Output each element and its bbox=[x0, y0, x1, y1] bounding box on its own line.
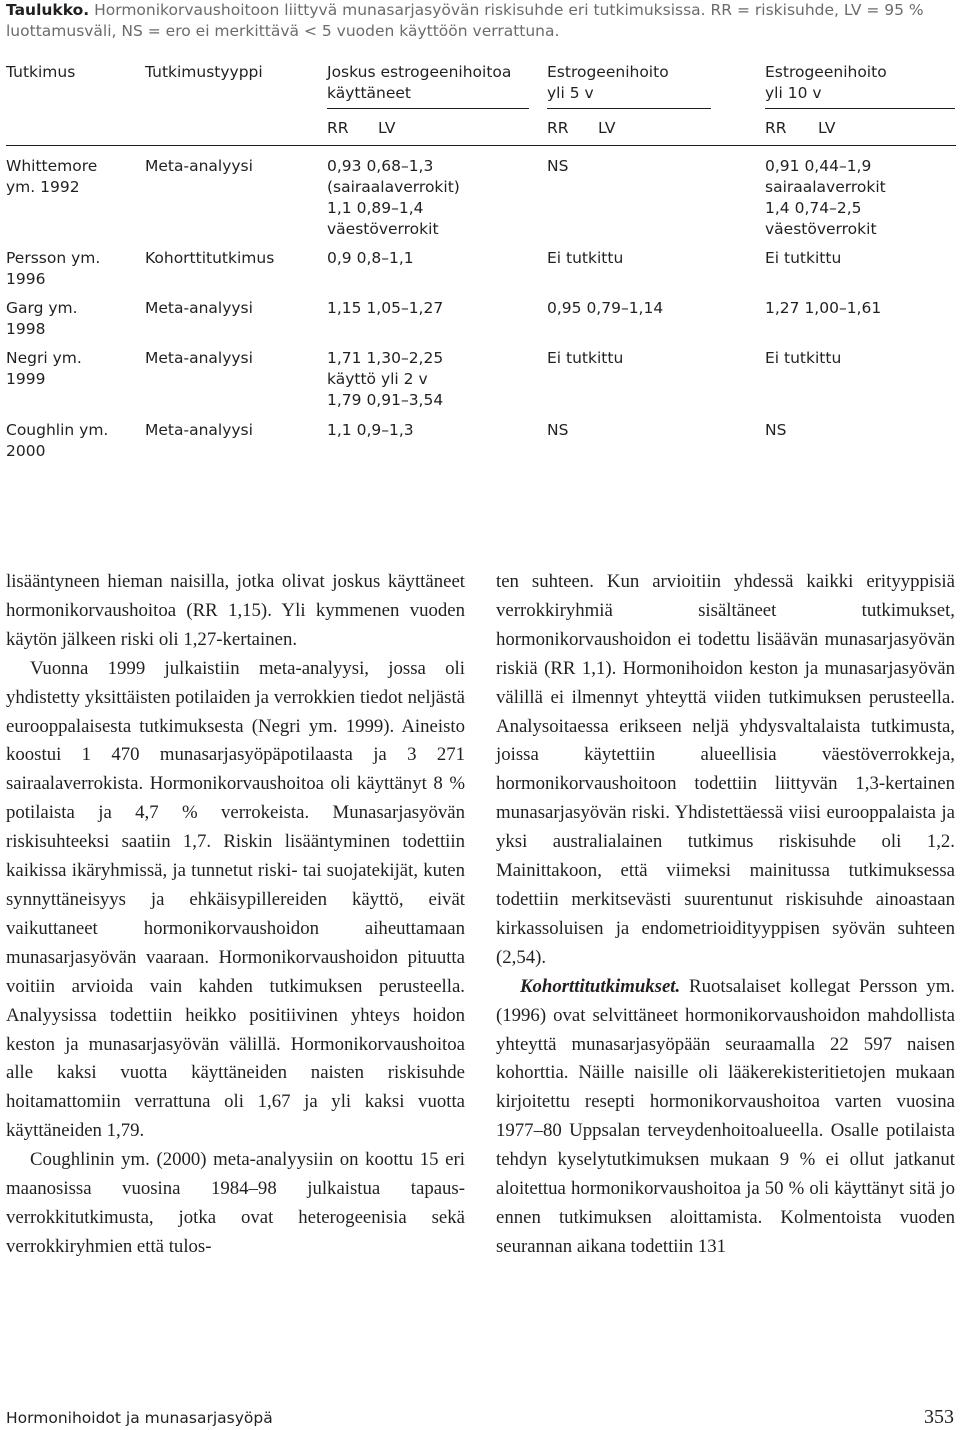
row-over10: NS bbox=[765, 421, 787, 439]
body-column-left bbox=[6, 568, 465, 1262]
page-number: 353 bbox=[924, 1406, 954, 1428]
row-ever: 0,93 0,68–1,3 (sairaalaverrokit) 1,1 0,89–1,4 väestöverrokit bbox=[327, 157, 460, 238]
header-rule-over10 bbox=[765, 108, 955, 109]
header-type: Tutkimustyyppi bbox=[145, 63, 263, 81]
row-type: Meta-analyysi bbox=[145, 157, 253, 175]
row-ever: 1,1 0,9–1,3 bbox=[327, 421, 414, 439]
row-type: Meta-analyysi bbox=[145, 349, 253, 367]
header-ever: Joskus estrogeenihoitoa käyttäneet bbox=[327, 63, 512, 102]
subheader-rr: RR bbox=[765, 119, 787, 137]
subheader-lv: LV bbox=[598, 119, 616, 137]
row-study: Negri ym. 1999 bbox=[6, 349, 82, 388]
row-study: Persson ym. 1996 bbox=[6, 249, 101, 288]
section-heading: Kohorttitutkimukset. bbox=[520, 975, 681, 997]
subheader-lv: LV bbox=[818, 119, 836, 137]
header-rule-ever bbox=[327, 108, 529, 109]
row-study: Coughlin ym. 2000 bbox=[6, 421, 109, 460]
row-type: Kohorttitutkimus bbox=[145, 249, 275, 267]
caption-lead: Taulukko. bbox=[6, 1, 90, 19]
row-over10: Ei tutkittu bbox=[765, 349, 842, 367]
row-over10: 0,91 0,44–1,9 sairaalaverrokit 1,4 0,74–2,5 väestöverrokit bbox=[765, 157, 886, 238]
row-over5: 0,95 0,79–1,14 bbox=[547, 299, 664, 317]
row-over5: NS bbox=[547, 157, 569, 175]
row-ever: 1,15 1,05–1,27 bbox=[327, 299, 444, 317]
row-type: Meta-analyysi bbox=[145, 421, 253, 439]
subheader-rr: RR bbox=[327, 119, 349, 137]
row-over10: 1,27 1,00–1,61 bbox=[765, 299, 882, 317]
header-bottom-rule bbox=[6, 145, 956, 146]
row-study: Garg ym. 1998 bbox=[6, 299, 78, 338]
row-over5: Ei tutkittu bbox=[547, 349, 624, 367]
subheader-lv: LV bbox=[378, 119, 396, 137]
row-ever: 0,9 0,8–1,1 bbox=[327, 249, 414, 267]
row-over5: NS bbox=[547, 421, 569, 439]
paragraph-text: Ruotsalaiset kollegat Persson ym. (1996) ovat selvittäneet hormonikorvaushoidon mahdollista yhteyttä munasarjasyöpään seuraamalla 22 597 naisen kohorttia. Näille naisille oli lääkerekisteritietojen mukaan kirjoitettu resepti hormonikorvaushoitoa varten vuosina 1977–80 Uppsalan terveydenhoitoalueella. Osalle potilaista tehdyn kyselytutkimuksen mukaan 9 % ei ollut jatkanut aloitettua hormonikorvaushoitoa ja 50 % oli käyttänyt sitä jo ennen tutkimuksen aloittamista. Kolmentoista vuoden seurannan aikana todettiin 131 bbox=[496, 975, 955, 1257]
row-type: Meta-analyysi bbox=[145, 299, 253, 317]
row-study: Whittemore ym. 1992 bbox=[6, 157, 98, 196]
subheader-rr: RR bbox=[547, 119, 569, 137]
header-study: Tutkimus bbox=[6, 63, 76, 81]
header-rule-over5 bbox=[547, 108, 711, 109]
header-over10: Estrogeenihoito yli 10 v bbox=[765, 63, 887, 102]
table-caption bbox=[6, 0, 954, 42]
row-ever: 1,71 1,30–2,25 käyttö yli 2 v 1,79 0,91–3,54 bbox=[327, 349, 444, 409]
paragraph: lisääntyneen hieman naisilla, jotka olivat joskus käyttäneet hormonikorvaushoitoa (RR 1,15). Yli kymmenen vuoden käytön jälkeen riski oli 1,27-kertainen. bbox=[6, 571, 465, 650]
running-footer-title: Hormonihoidot ja munasarjasyöpä bbox=[6, 1409, 273, 1427]
paragraph: ten suhteen. Kun arvioitiin yhdessä kaikki erityyppisiä verrokkiryhmiä sisältäneet tutkimukset, hormonikorvaushoidon ei todettu lisäävän munasarjasyövän riskiä (RR 1,1). Hormonihoidon keston ja munasarjasyövän välillä ei ilmennyt yhteyttä viiden tutkimuksen perusteella. Analysoitaessa erikseen neljä yhdysvaltalaista tutkimusta, joissa käytettiin alueellisia väestöverrokkeja, hormonikorvaushoitoon todettiin liittyvän 1,3-kertainen munasarjasyövän riski. Yhdistettäessä viisi eurooppalaista ja yksi australialainen tutkimus riskisuhde oli 1,2. Mainittakoon, että viimeksi mainitussa tutkimuksessa todettiin merkitsevästi suurentunut riskisuhde ainoastaan kirkassoluisen ja endometrioidityyppisen syövän suhteen (2,54). bbox=[496, 571, 955, 968]
paragraph bbox=[496, 973, 955, 1262]
body-column-right bbox=[496, 568, 955, 1262]
row-over5: Ei tutkittu bbox=[547, 249, 624, 267]
caption-text: Hormonikorvaushoitoon liittyvä munasarjasyövän riskisuhde eri tutkimuksissa. RR = riskisuhde, LV = 95 % luottamusväli, NS = ero ei merkittävä < 5 vuoden käyttöön verrattuna. bbox=[6, 1, 924, 40]
paragraph: Coughlinin ym. (2000) meta-analyysiin on koottu 15 eri maanosissa vuosina 1984–98 julkaistua tapaus-verrokkitutkimusta, jotka ovat heterogeenisia sekä verrokkiryhmien että tulos- bbox=[6, 1149, 465, 1257]
row-over10: Ei tutkittu bbox=[765, 249, 842, 267]
header-over5: Estrogeenihoito yli 5 v bbox=[547, 63, 669, 102]
paragraph: Vuonna 1999 julkaistiin meta-analyysi, jossa oli yhdistetty yksittäisten potilaiden ja verrokkien tiedot neljästä eurooppalaisesta tutkimuksesta (Negri ym. 1999). Aineisto koostui 1 470 munasarjasyöpäpotilaasta ja 3 271 sairaalaverrokista. Hormonikorvaushoitoa oli käyttänyt 8 % potilaista ja 4,7 % verrokeista. Munasarjasyövän riskisuhteeksi saatiin 1,7. Riskin lisääntyminen todettiin kaikissa ikäryhmissä, ja tunnetut riski- tai suojatekijät, kuten synnyttäneisyys ja ehkäisypillereiden käyttö, eivät vaikuttaneet hormonikorvaushoidon aiheuttamaan munasarjasyövän vaaraan. Hormonikorvaushoidon pituutta voitiin arvioida vain kahden tutkimuksen perusteella. Analyysissa todettiin heikko positiivinen yhteys hoidon keston ja munasarjasyövän välillä. Hormonikorvaushoitoa alle kaksi vuotta käyttäneiden naisten riskisuhde hoitamattomiin verrattuna oli 1,67 ja yli kaksi vuotta käyttäneiden 1,79. bbox=[6, 657, 465, 1142]
